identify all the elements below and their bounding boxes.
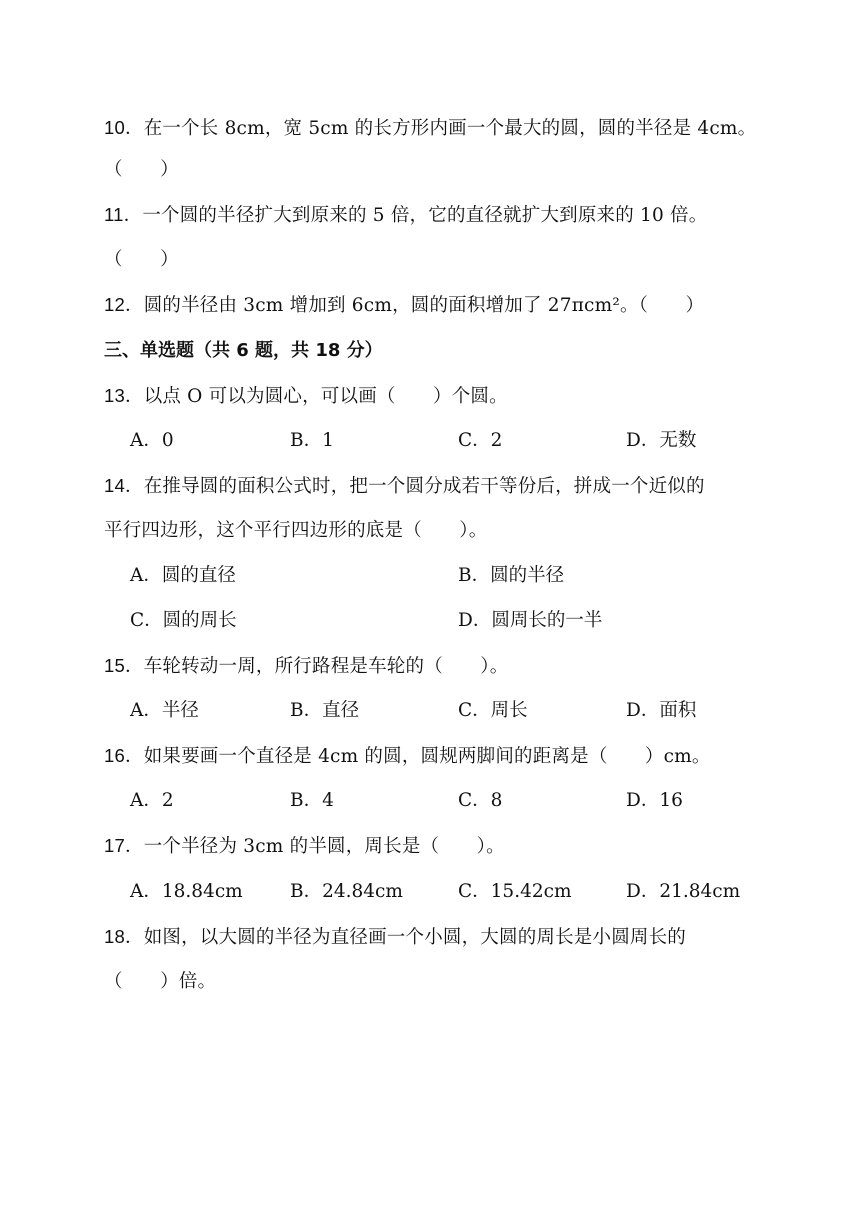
question-text: 车轮转动一周，所行路程是车轮的（ ）。 (143, 656, 509, 677)
option-b: B．圆的半径 (458, 565, 565, 586)
question-14 (104, 473, 705, 500)
question-number: 10． (104, 117, 144, 138)
option-c: C．圆的周长 (130, 610, 237, 631)
option-d: D．21.84cm (626, 881, 741, 902)
option-d: D．16 (626, 790, 683, 811)
question-number: 12． (104, 294, 144, 315)
option-c: C．15.42cm (458, 881, 572, 902)
question-text: 如图，以大圆的半径为直径画一个小圆，大圆的周长是小圆周长的 (143, 927, 686, 948)
answer-blank-11 (104, 247, 179, 273)
question-text: （ ）倍。 (104, 971, 217, 992)
question-text: 在推导圆的面积公式时，把一个圆分成若干等份后，拼成一个近似的 (143, 476, 705, 497)
question-number: 13． (104, 385, 144, 406)
question-17 (104, 833, 505, 860)
option-c: C．8 (458, 790, 503, 811)
question-18 (104, 924, 686, 951)
question-text: 平行四边形，这个平行四边形的底是（ ）。 (104, 520, 488, 541)
option-b: B．直径 (290, 700, 360, 721)
option-c: C．周长 (458, 700, 528, 721)
answer-blank: （ ） (104, 159, 179, 180)
option-d: D．面积 (626, 700, 697, 721)
question-11 (104, 202, 707, 229)
option-a: A．0 (130, 430, 174, 451)
question-number: 11． (104, 204, 143, 225)
question-text: 圆的半径由 3cm 增加到 6cm，圆的面积增加了 27πcm²。（ ） (143, 295, 705, 316)
question-text: 一个圆的半径扩大到原来的 5 倍，它的直径就扩大到原来的 10 倍。 (142, 205, 708, 226)
question-10 (104, 115, 756, 142)
question-16 (104, 743, 711, 770)
option-b: B．4 (290, 790, 334, 811)
option-a: A．18.84cm (130, 881, 243, 902)
question-12 (104, 292, 704, 319)
option-a: A．2 (130, 790, 174, 811)
option-d: D．圆周长的一半 (458, 610, 603, 631)
question-15 (104, 653, 508, 680)
option-c: C．2 (458, 430, 503, 451)
option-d: D．无数 (626, 430, 697, 451)
option-a: A．半径 (130, 700, 199, 721)
question-13 (104, 383, 508, 410)
question-number: 16． (104, 745, 144, 766)
question-18-continued (104, 969, 216, 995)
option-a: A．圆的直径 (130, 565, 236, 586)
question-text: 以点 O 可以为圆心，可以画（ ）个圆。 (143, 386, 508, 407)
option-b: B．24.84cm (290, 881, 403, 902)
question-number: 14． (104, 475, 144, 496)
question-text: 一个半径为 3cm 的半圆，周长是（ ）。 (143, 836, 505, 857)
question-number: 15． (104, 655, 144, 676)
option-b: B．1 (290, 430, 334, 451)
question-number: 17． (104, 835, 144, 856)
answer-blank-10 (104, 157, 179, 183)
question-14-continued (104, 518, 487, 544)
question-number: 18． (104, 926, 144, 947)
answer-blank: （ ） (104, 249, 179, 270)
section-heading: 三、单选题（共 6 题，共 18 分） (104, 340, 383, 361)
question-text: 在一个长 8cm，宽 5cm 的长方形内画一个最大的圆，圆的半径是 4cm。 (143, 118, 757, 139)
question-text: 如果要画一个直径是 4cm 的圆，圆规两脚间的距离是（ ）cm。 (143, 746, 711, 767)
